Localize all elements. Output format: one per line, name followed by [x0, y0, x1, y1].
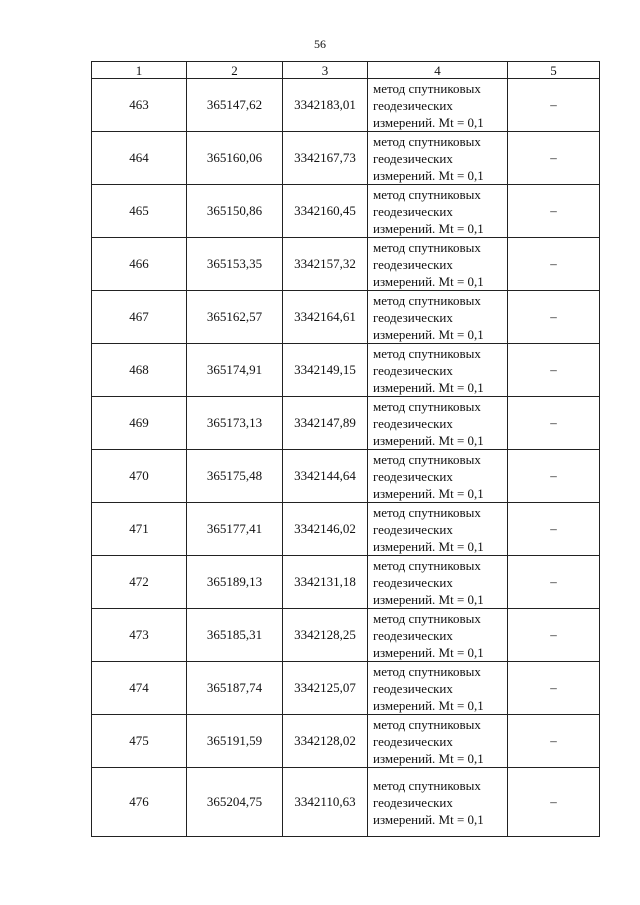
point-number-cell: 468: [92, 344, 187, 397]
method-line: измерений. Mt = 0,1: [373, 326, 484, 342]
method-cell: [368, 185, 508, 238]
table-row: [92, 344, 600, 397]
note-cell: –: [508, 556, 600, 609]
y-coordinate-cell: 3342160,45: [283, 185, 368, 238]
point-number-cell: 463: [92, 79, 187, 132]
method-cell: [368, 609, 508, 662]
table-body: [92, 79, 600, 837]
x-coordinate-cell: 365150,86: [187, 185, 283, 238]
y-coordinate-cell: 3342183,01: [283, 79, 368, 132]
x-coordinate-cell: 365173,13: [187, 397, 283, 450]
method-line: метод спутниковых: [373, 239, 481, 255]
x-coordinate-cell: 365204,75: [187, 768, 283, 837]
method-cell: [368, 291, 508, 344]
x-coordinate-cell: 365185,31: [187, 609, 283, 662]
x-coordinate-cell: 365162,57: [187, 291, 283, 344]
note-cell: –: [508, 132, 600, 185]
table-row: [92, 715, 600, 768]
x-coordinate-cell: 365175,48: [187, 450, 283, 503]
method-line: геодезических: [373, 468, 453, 484]
column-header: 5: [508, 62, 600, 79]
y-coordinate-cell: 3342110,63: [283, 768, 368, 837]
method-line: геодезических: [373, 203, 453, 219]
method-line: метод спутниковых: [373, 610, 481, 626]
method-cell: [368, 768, 508, 837]
table-row: [92, 503, 600, 556]
note-cell: –: [508, 344, 600, 397]
table-header-row: [92, 62, 600, 79]
column-header: 4: [368, 62, 508, 79]
method-line: метод спутниковых: [373, 133, 481, 149]
point-number-cell: 474: [92, 662, 187, 715]
point-number-cell: 472: [92, 556, 187, 609]
method-line: метод спутниковых: [373, 716, 481, 732]
x-coordinate-cell: 365189,13: [187, 556, 283, 609]
method-line: геодезических: [373, 256, 453, 272]
page-number: 56: [314, 37, 326, 51]
method-line: метод спутниковых: [373, 504, 481, 520]
method-line: метод спутниковых: [373, 398, 481, 414]
point-number-cell: 464: [92, 132, 187, 185]
method-line: измерений. Mt = 0,1: [373, 114, 484, 130]
note-cell: –: [508, 662, 600, 715]
y-coordinate-cell: 3342146,02: [283, 503, 368, 556]
table-row: [92, 450, 600, 503]
point-number-cell: 469: [92, 397, 187, 450]
method-line: измерений. Mt = 0,1: [373, 485, 484, 501]
method-line: метод спутниковых: [373, 186, 481, 202]
point-number-cell: 467: [92, 291, 187, 344]
point-number-cell: 471: [92, 503, 187, 556]
method-line: измерений. Mt = 0,1: [373, 167, 484, 183]
method-line: геодезических: [373, 574, 453, 590]
note-cell: –: [508, 715, 600, 768]
method-line: измерений. Mt = 0,1: [373, 644, 484, 660]
method-line: геодезических: [373, 150, 453, 166]
method-line: метод спутниковых: [373, 345, 481, 361]
note-cell: –: [508, 238, 600, 291]
method-line: геодезических: [373, 627, 453, 643]
point-number-cell: 466: [92, 238, 187, 291]
method-line: метод спутниковых: [373, 777, 481, 793]
note-cell: –: [508, 185, 600, 238]
point-number-cell: 473: [92, 609, 187, 662]
point-number-cell: 475: [92, 715, 187, 768]
y-coordinate-cell: 3342125,07: [283, 662, 368, 715]
method-line: измерений. Mt = 0,1: [373, 220, 484, 236]
y-coordinate-cell: 3342157,32: [283, 238, 368, 291]
note-cell: –: [508, 291, 600, 344]
y-coordinate-cell: 3342149,15: [283, 344, 368, 397]
table-row: [92, 556, 600, 609]
method-line: геодезических: [373, 415, 453, 431]
x-coordinate-cell: 365147,62: [187, 79, 283, 132]
method-cell: [368, 556, 508, 609]
method-line: измерений. Mt = 0,1: [373, 432, 484, 448]
table-row: [92, 662, 600, 715]
table-row: [92, 291, 600, 344]
x-coordinate-cell: 365187,74: [187, 662, 283, 715]
method-cell: [368, 79, 508, 132]
table-row: [92, 238, 600, 291]
column-header: 1: [92, 62, 187, 79]
method-cell: [368, 344, 508, 397]
point-number-cell: 470: [92, 450, 187, 503]
note-cell: –: [508, 503, 600, 556]
note-cell: –: [508, 609, 600, 662]
method-line: измерений. Mt = 0,1: [373, 750, 484, 766]
x-coordinate-cell: 365160,06: [187, 132, 283, 185]
method-line: геодезических: [373, 362, 453, 378]
note-cell: –: [508, 397, 600, 450]
method-line: метод спутниковых: [373, 451, 481, 467]
method-line: геодезических: [373, 794, 453, 810]
method-line: измерений. Mt = 0,1: [373, 697, 484, 713]
method-line: измерений. Mt = 0,1: [373, 538, 484, 554]
y-coordinate-cell: 3342164,61: [283, 291, 368, 344]
method-line: метод спутниковых: [373, 80, 481, 96]
method-cell: [368, 450, 508, 503]
method-line: метод спутниковых: [373, 292, 481, 308]
method-line: измерений. Mt = 0,1: [373, 811, 484, 827]
method-line: измерений. Mt = 0,1: [373, 591, 484, 607]
y-coordinate-cell: 3342167,73: [283, 132, 368, 185]
point-number-cell: 465: [92, 185, 187, 238]
method-line: геодезических: [373, 309, 453, 325]
method-line: геодезических: [373, 97, 453, 113]
method-cell: [368, 715, 508, 768]
note-cell: –: [508, 79, 600, 132]
x-coordinate-cell: 365174,91: [187, 344, 283, 397]
method-cell: [368, 132, 508, 185]
method-cell: [368, 503, 508, 556]
x-coordinate-cell: 365153,35: [187, 238, 283, 291]
table-row: [92, 132, 600, 185]
method-line: геодезических: [373, 521, 453, 537]
table-row: [92, 79, 600, 132]
table-row: [92, 609, 600, 662]
table-row: [92, 397, 600, 450]
column-header: 2: [187, 62, 283, 79]
y-coordinate-cell: 3342128,25: [283, 609, 368, 662]
point-number-cell: 476: [92, 768, 187, 837]
column-header: 3: [283, 62, 368, 79]
method-cell: [368, 238, 508, 291]
x-coordinate-cell: 365177,41: [187, 503, 283, 556]
method-line: измерений. Mt = 0,1: [373, 273, 484, 289]
coordinates-table: [91, 61, 600, 837]
y-coordinate-cell: 3342128,02: [283, 715, 368, 768]
method-line: измерений. Mt = 0,1: [373, 379, 484, 395]
y-coordinate-cell: 3342144,64: [283, 450, 368, 503]
y-coordinate-cell: 3342131,18: [283, 556, 368, 609]
method-line: геодезических: [373, 680, 453, 696]
x-coordinate-cell: 365191,59: [187, 715, 283, 768]
method-cell: [368, 397, 508, 450]
y-coordinate-cell: 3342147,89: [283, 397, 368, 450]
method-line: геодезических: [373, 733, 453, 749]
method-cell: [368, 662, 508, 715]
method-line: метод спутниковых: [373, 663, 481, 679]
table-row: [92, 185, 600, 238]
table-row: [92, 768, 600, 837]
note-cell: –: [508, 768, 600, 837]
note-cell: –: [508, 450, 600, 503]
method-line: метод спутниковых: [373, 557, 481, 573]
